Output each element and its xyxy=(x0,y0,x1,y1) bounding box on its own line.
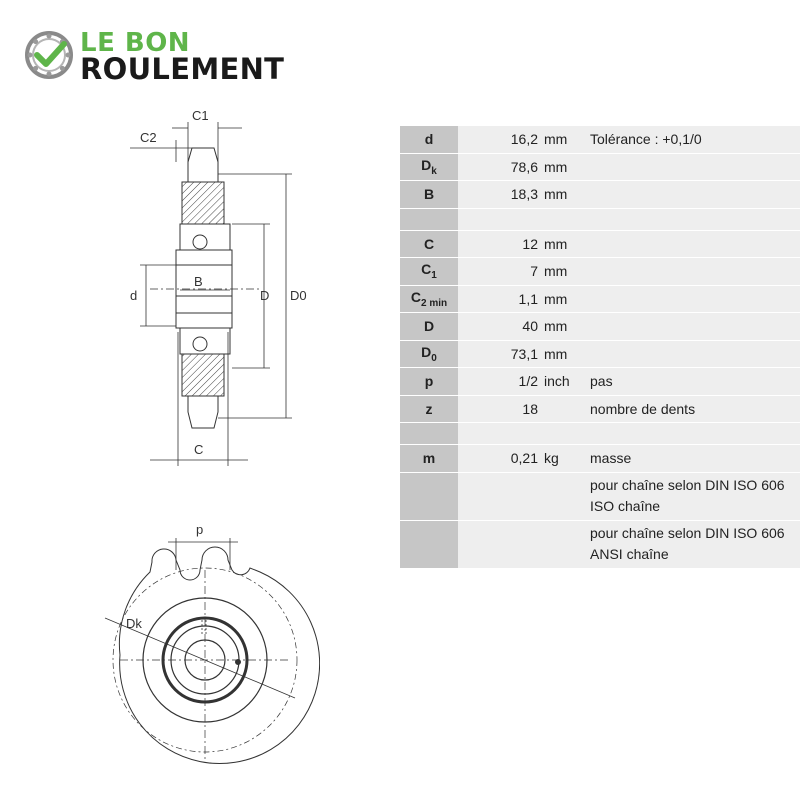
spec-symbol-text: D xyxy=(421,343,432,360)
label-c1: C1 xyxy=(192,108,209,123)
table-row xyxy=(400,395,800,423)
brand-line1: LE BON xyxy=(80,28,191,58)
spec-value: 12 xyxy=(458,230,540,258)
spec-description: Tolérance : +0,1/0 xyxy=(580,126,800,153)
table-row xyxy=(400,126,800,153)
label-dk: Dk xyxy=(126,616,142,631)
spec-symbol xyxy=(400,313,458,341)
note-unit-cell xyxy=(540,472,580,520)
spec-symbol xyxy=(400,395,458,423)
table-row xyxy=(400,153,800,181)
note-description xyxy=(580,520,800,568)
spec-description xyxy=(580,258,800,286)
note-description xyxy=(580,472,800,520)
spec-description xyxy=(580,285,800,313)
check-bearing-icon xyxy=(24,30,74,80)
spec-value: 73,1 xyxy=(458,340,540,368)
spec-unit: mm xyxy=(540,285,580,313)
label-c2: C2 xyxy=(140,130,157,145)
spec-symbol-text: D xyxy=(423,318,435,335)
spec-symbol-text: D xyxy=(421,156,432,173)
separator-cell xyxy=(400,423,458,445)
note-line1: pour chaîne selon DIN ISO 606 xyxy=(590,477,785,493)
label-p: p xyxy=(196,522,204,537)
spec-symbol-text: C xyxy=(421,261,432,278)
note-symbol-cell xyxy=(400,520,458,568)
spec-symbol xyxy=(400,126,458,153)
separator-cell xyxy=(400,208,458,230)
spec-symbol xyxy=(400,230,458,258)
table-separator-row xyxy=(400,423,800,445)
spec-symbol-subscript: 2 min xyxy=(421,297,448,309)
label-c: C xyxy=(194,442,204,457)
spec-value: 78,6 xyxy=(458,153,540,181)
note-line2: ANSI chaîne xyxy=(590,546,669,562)
spec-symbol-subscript: k xyxy=(431,165,437,177)
spec-description: pas xyxy=(580,368,800,396)
separator-cell xyxy=(580,423,800,445)
spec-symbol xyxy=(400,153,458,181)
spec-symbol xyxy=(400,258,458,286)
spec-value: 40 xyxy=(458,313,540,341)
spec-symbol xyxy=(400,181,458,209)
note-line2: ISO chaîne xyxy=(590,498,661,514)
spec-unit: mm xyxy=(540,313,580,341)
separator-cell xyxy=(458,423,540,445)
separator-cell xyxy=(458,208,540,230)
table-row xyxy=(400,313,800,341)
spec-value: 16,2 xyxy=(458,126,540,153)
spec-unit: mm xyxy=(540,126,580,153)
spec-unit: mm xyxy=(540,181,580,209)
spec-symbol-text: p xyxy=(424,373,434,390)
spec-symbol-text: d xyxy=(424,131,434,148)
note-unit-cell xyxy=(540,520,580,568)
label-D0: D0 xyxy=(290,288,307,303)
spec-symbol-subscript: 1 xyxy=(431,270,437,282)
table-row xyxy=(400,285,800,313)
spec-value: 1,1 xyxy=(458,285,540,313)
table-row xyxy=(400,181,800,209)
spec-value: 0,21 xyxy=(458,445,540,473)
spec-symbol-text: C xyxy=(410,288,421,305)
table-note-row xyxy=(400,520,800,568)
table-separator-row xyxy=(400,208,800,230)
spec-symbol-text: B xyxy=(423,186,435,203)
brand-line2: ROULEMENT xyxy=(80,52,285,86)
note-value-cell xyxy=(458,520,540,568)
spec-unit: inch xyxy=(540,368,580,396)
spec-description: nombre de dents xyxy=(580,395,800,423)
table-row xyxy=(400,445,800,473)
spec-value: 7 xyxy=(458,258,540,286)
spec-symbol-text: C xyxy=(423,235,435,252)
spec-unit: kg xyxy=(540,445,580,473)
brand-logo xyxy=(24,28,304,84)
table-row xyxy=(400,368,800,396)
spec-symbol-subscript: 0 xyxy=(431,352,437,364)
spec-unit: mm xyxy=(540,230,580,258)
separator-cell xyxy=(540,208,580,230)
spec-symbol xyxy=(400,368,458,396)
spec-symbol xyxy=(400,285,458,313)
spec-symbol xyxy=(400,445,458,473)
table-note-row xyxy=(400,472,800,520)
table-row xyxy=(400,258,800,286)
spec-description xyxy=(580,230,800,258)
note-value-cell xyxy=(458,472,540,520)
spec-value: 18,3 xyxy=(458,181,540,209)
table-row xyxy=(400,230,800,258)
note-symbol-cell xyxy=(400,472,458,520)
label-b: B xyxy=(194,274,203,289)
spec-unit: mm xyxy=(540,258,580,286)
spec-description xyxy=(580,153,800,181)
spec-symbol-text: z xyxy=(425,400,433,417)
label-D: D xyxy=(260,288,270,303)
spec-description xyxy=(580,313,800,341)
sprocket-side-view xyxy=(120,100,320,470)
spec-description xyxy=(580,181,800,209)
spec-symbol xyxy=(400,340,458,368)
spec-table xyxy=(400,126,800,569)
sprocket-front-view xyxy=(90,510,320,800)
label-d: d xyxy=(130,288,138,303)
separator-cell xyxy=(580,208,800,230)
spec-unit: mm xyxy=(540,153,580,181)
note-line1: pour chaîne selon DIN ISO 606 xyxy=(590,525,785,541)
table-row xyxy=(400,340,800,368)
spec-description xyxy=(580,340,800,368)
spec-unit xyxy=(540,395,580,423)
spec-unit: mm xyxy=(540,340,580,368)
spec-description: masse xyxy=(580,445,800,473)
spec-table-body xyxy=(400,126,800,568)
spec-value: 18 xyxy=(458,395,540,423)
spec-value: 1/2 xyxy=(458,368,540,396)
separator-cell xyxy=(540,423,580,445)
spec-symbol-text: m xyxy=(422,450,436,467)
